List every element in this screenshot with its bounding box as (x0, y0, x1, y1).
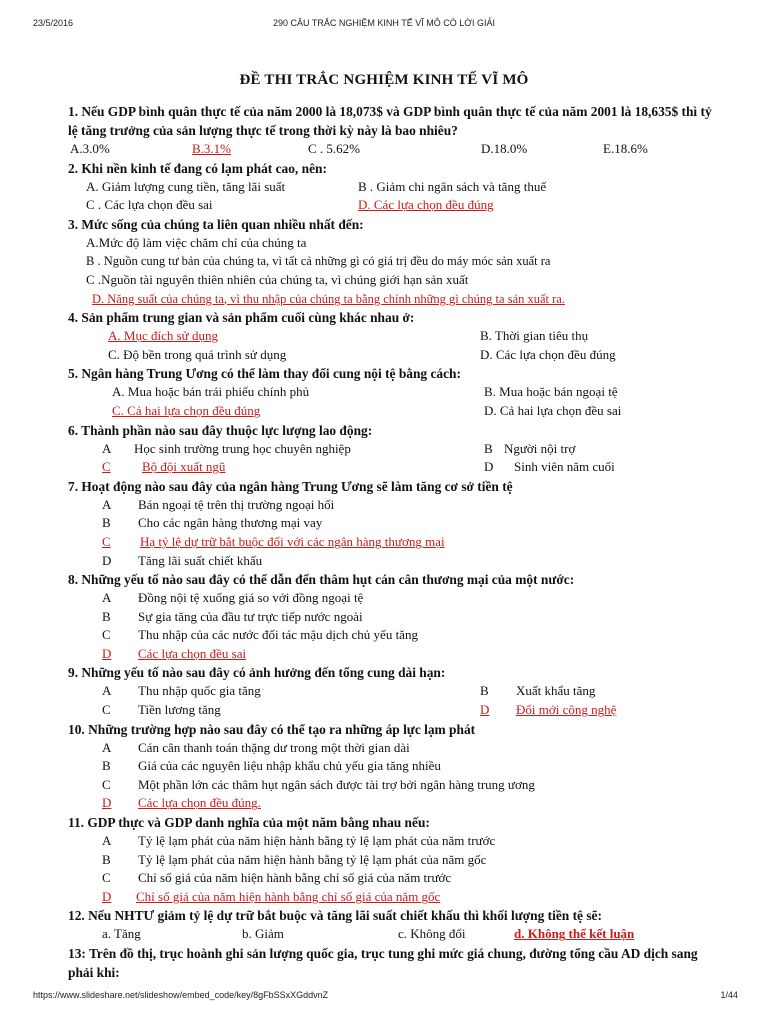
option-d-letter-correct: D (102, 888, 112, 904)
option-a: a. Tăng (102, 926, 141, 942)
question-6: 6. Thành phần nào sau đây thuộc lực lượng lao động: (68, 422, 373, 438)
option-c: C . 5.62% (308, 141, 360, 156)
option-b: Giá của các nguyên liệu nhập khẩu chủ yếu gia tăng nhiều (138, 758, 441, 774)
option-e: E.18.6% (603, 141, 648, 156)
answer-row (68, 533, 718, 552)
answer-row (68, 552, 718, 571)
option-d: D.18.0% (481, 141, 528, 156)
option-b-letter: B (102, 515, 111, 531)
question-7: 7. Hoạt động nào sau đây của ngân hàng Trung Ương sẽ làm tăng cơ sở tiền tệ (68, 478, 513, 494)
option-d-correct: Các lựa chọn đều đúng. (138, 795, 261, 811)
answer-row (68, 346, 718, 365)
option-a-letter: A (102, 833, 112, 849)
option-d-correct: D. Các lựa chọn đều đúng (358, 197, 494, 213)
answer-row (68, 645, 718, 664)
option-b: B . Nguồn cung tư bản của chúng ta, vì tất cả những gì có giá trị đều do máy móc sản xuất ra (86, 254, 551, 269)
option-b-letter: B (484, 440, 493, 456)
footer-url: https://www.slideshare.net/slideshow/embed_code/key/8gFbSSxXGddvnZ (33, 990, 329, 1000)
question-11: 11. GDP thực và GDP danh nghĩa của một năm bằng nhau nếu: (68, 815, 430, 831)
option-c: Một phần lớn các thâm hụt ngân sách được tài trợ bởi ngân hàng trung ương (138, 776, 535, 792)
option-d: D. Cả hai lựa chọn đều sai (484, 402, 622, 418)
option-d: D. Các lựa chọn đều đúng (480, 346, 616, 362)
option-b: B. Thời gian tiêu thụ (480, 328, 589, 344)
option-c-letter: C (102, 870, 111, 886)
option-a: Học sinh trường trung học chuyên nghiệp (134, 440, 351, 456)
option-c: Thu nhập của các nước đối tác mậu dịch chủ yếu tăng (138, 627, 418, 643)
footer-page-number: 1/44 (720, 990, 738, 1000)
answer-row (68, 383, 718, 402)
option-d-correct: Đổi mới công nghệ (516, 702, 617, 718)
answer-row (68, 440, 718, 459)
answer-row (68, 832, 718, 851)
option-d-correct: Chỉ số giá của năm hiện hành bằng chỉ số giá của năm gốc (136, 888, 441, 904)
answer-row (68, 196, 718, 215)
option-c: C. Độ bền trong quá trình sử dụng (108, 346, 287, 362)
option-a: Bán ngoại tệ trên thị trường ngoại hối (138, 496, 335, 512)
answer-row (68, 626, 718, 645)
option-c-correct: C. Cả hai lựa chọn đều đúng (112, 402, 261, 418)
question-5: 5. Ngân hàng Trung Ương có thể làm thay đổi cung nội tệ bằng cách: (68, 366, 461, 382)
print-date: 23/5/2016 (33, 18, 74, 28)
document-title: ĐỀ THI TRẮC NGHIỆM KINH TẾ VĨ MÔ (239, 72, 529, 88)
option-b: Cho các ngân hàng thương mại vay (138, 515, 323, 531)
answer-row (68, 851, 718, 870)
option-a-letter: A (102, 739, 112, 755)
answer-row (68, 925, 718, 944)
option-c-letter-correct: C (102, 459, 111, 475)
answer-row (68, 234, 718, 253)
answer-row (68, 589, 718, 608)
answer-row (68, 514, 718, 533)
option-d-correct: Các lựa chọn đều sai (138, 645, 247, 661)
option-b: Người nội trợ (504, 440, 576, 456)
question-list (68, 102, 718, 982)
answer-row (68, 869, 718, 888)
option-a: A. Mua hoặc bán trái phiếu chính phủ (112, 384, 310, 400)
option-c-letter: C (102, 627, 111, 643)
option-c: C . Các lựa chọn đều sai (86, 197, 213, 213)
question-2: 2. Khi nền kinh tế đang có lạm phát cao, nên: (68, 160, 327, 176)
option-a-letter: A (102, 683, 112, 699)
option-a-correct: A. Mục đích sử dụng (108, 328, 218, 344)
answer-row (68, 327, 718, 346)
question-9: 9. Những yếu tố nào sau đây có ảnh hưởng đến tổng cung dài hạn: (68, 665, 446, 681)
option-a-letter: A (102, 590, 112, 606)
option-c: C .Nguồn tài nguyên thiên nhiên của chúng ta, vì chúng giới hạn sản xuất (86, 271, 469, 287)
question-13: 13: Trên đồ thị, trục hoành ghi sản lượng quốc gia, trục tung ghi mức giá chung, đường tổng cầu AD dịch sang phải khi: (68, 946, 698, 980)
option-d-letter-correct: D (480, 702, 490, 718)
question-4: 4. Sản phẩm trung gian và sản phẩm cuối cùng khác nhau ở: (68, 310, 415, 326)
answer-row (68, 402, 718, 421)
question-10: 10. Những trường hợp nào sau đây có thể tạo ra những áp lực lạm phát (68, 721, 476, 737)
option-b-letter: B (102, 851, 111, 867)
option-a: Tỷ lệ lạm phát của năm hiện hành bằng tỷ lệ lạm phát của năm trước (138, 833, 496, 849)
answer-row (68, 458, 718, 477)
option-b: B . Giảm chi ngân sách và tăng thuế (358, 178, 547, 194)
option-b: B. Mua hoặc bán ngoại tệ (484, 384, 618, 400)
answer-row (68, 794, 718, 813)
option-b-letter: B (102, 608, 111, 624)
option-b: Sự gia tăng của đầu tư trực tiếp nước ngoài (138, 608, 363, 624)
option-c-letter: C (102, 702, 111, 718)
question-12: 12. Nếu NHTƯ giảm tỷ lệ dự trữ bắt buộc và tăng lãi suất chiết khấu thì khối lượng tiền tệ sẽ: (68, 908, 602, 924)
option-c-letter-correct: C (102, 533, 111, 549)
option-d: Sinh viên năm cuối (514, 459, 615, 475)
option-a-letter: A (102, 440, 112, 456)
question-8: 8. Những yếu tố nào sau đây có thể dẫn đến thâm hụt cán cân thương mại của một nước: (68, 572, 575, 588)
option-a: A.3.0% (70, 141, 110, 156)
option-a: Cán cân thanh toán thặng dư trong một thời gian dài (138, 739, 410, 755)
answer-row (68, 682, 718, 701)
answer-row (68, 496, 718, 515)
option-b-correct: B.3.1% (192, 141, 231, 156)
option-b: Tỷ lệ lạm phát của năm hiện hành bằng tỷ lệ lạm phát của năm gốc (138, 851, 487, 867)
option-c: Chỉ số giá của năm hiện hành bằng chỉ số giá của năm trước (138, 870, 452, 886)
answer-row (68, 290, 718, 309)
answer-row (68, 252, 718, 271)
option-d-correct: d. Không thể kết luận (514, 926, 635, 942)
option-b: Xuất khẩu tăng (516, 683, 596, 699)
question-3: 3. Mức sống của chúng ta liên quan nhiều nhất đến: (68, 216, 364, 232)
answer-row (68, 608, 718, 627)
answer-row (68, 776, 718, 795)
option-c: Tiền lương tăng (138, 702, 221, 718)
option-a-letter: A (102, 496, 112, 512)
answer-row (68, 271, 718, 290)
option-d-letter: D (484, 459, 494, 475)
answer-row (68, 178, 718, 197)
option-d: Tăng lãi suất chiết khấu (138, 552, 263, 568)
option-b: b. Giảm (242, 926, 284, 942)
option-c-correct: Bộ đội xuất ngũ (142, 459, 226, 475)
answer-row (68, 701, 718, 720)
question-1: 1. Nếu GDP bình quân thực tế của năm 2000 là 18,073$ và GDP bình quân thực tế của năm 2001 là 18,635$ thì tỷ lệ tăng trưởng của sản lượng thực tế trong thời kỳ này là bao nhiêu? (68, 104, 712, 138)
option-d-correct: D. Năng suất của chúng ta, vì thu nhập của chúng ta bằng chính những gì chúng ta sản xuất ra. (92, 291, 565, 306)
option-d-letter: D (102, 552, 112, 568)
option-b-letter: B (102, 758, 111, 774)
answer-row (68, 888, 718, 907)
option-b-letter: B (480, 683, 489, 699)
option-a: A. Giảm lượng cung tiền, tăng lãi suất (86, 178, 286, 194)
option-a: Thu nhập quốc gia tăng (138, 683, 261, 699)
option-c-letter: C (102, 776, 111, 792)
option-a: A.Mức độ làm việc chăm chỉ của chúng ta (86, 234, 307, 250)
answer-row (68, 140, 718, 159)
option-d-letter-correct: D (102, 645, 112, 661)
print-header-title: 290 CÂU TRẮC NGHIỆM KINH TẾ VĨ MÔ CÓ LỜI GIẢI (273, 18, 495, 28)
option-a: Đồng nội tệ xuống giá so với đồng ngoại tệ (138, 590, 364, 606)
option-d-letter-correct: D (102, 795, 112, 811)
answer-row (68, 757, 718, 776)
answer-row (68, 739, 718, 758)
option-c-correct: Hạ tỷ lệ dự trữ bắt buộc đối với các ngân hàng thương mại (140, 533, 445, 549)
option-c: c. Không đổi (398, 926, 466, 942)
